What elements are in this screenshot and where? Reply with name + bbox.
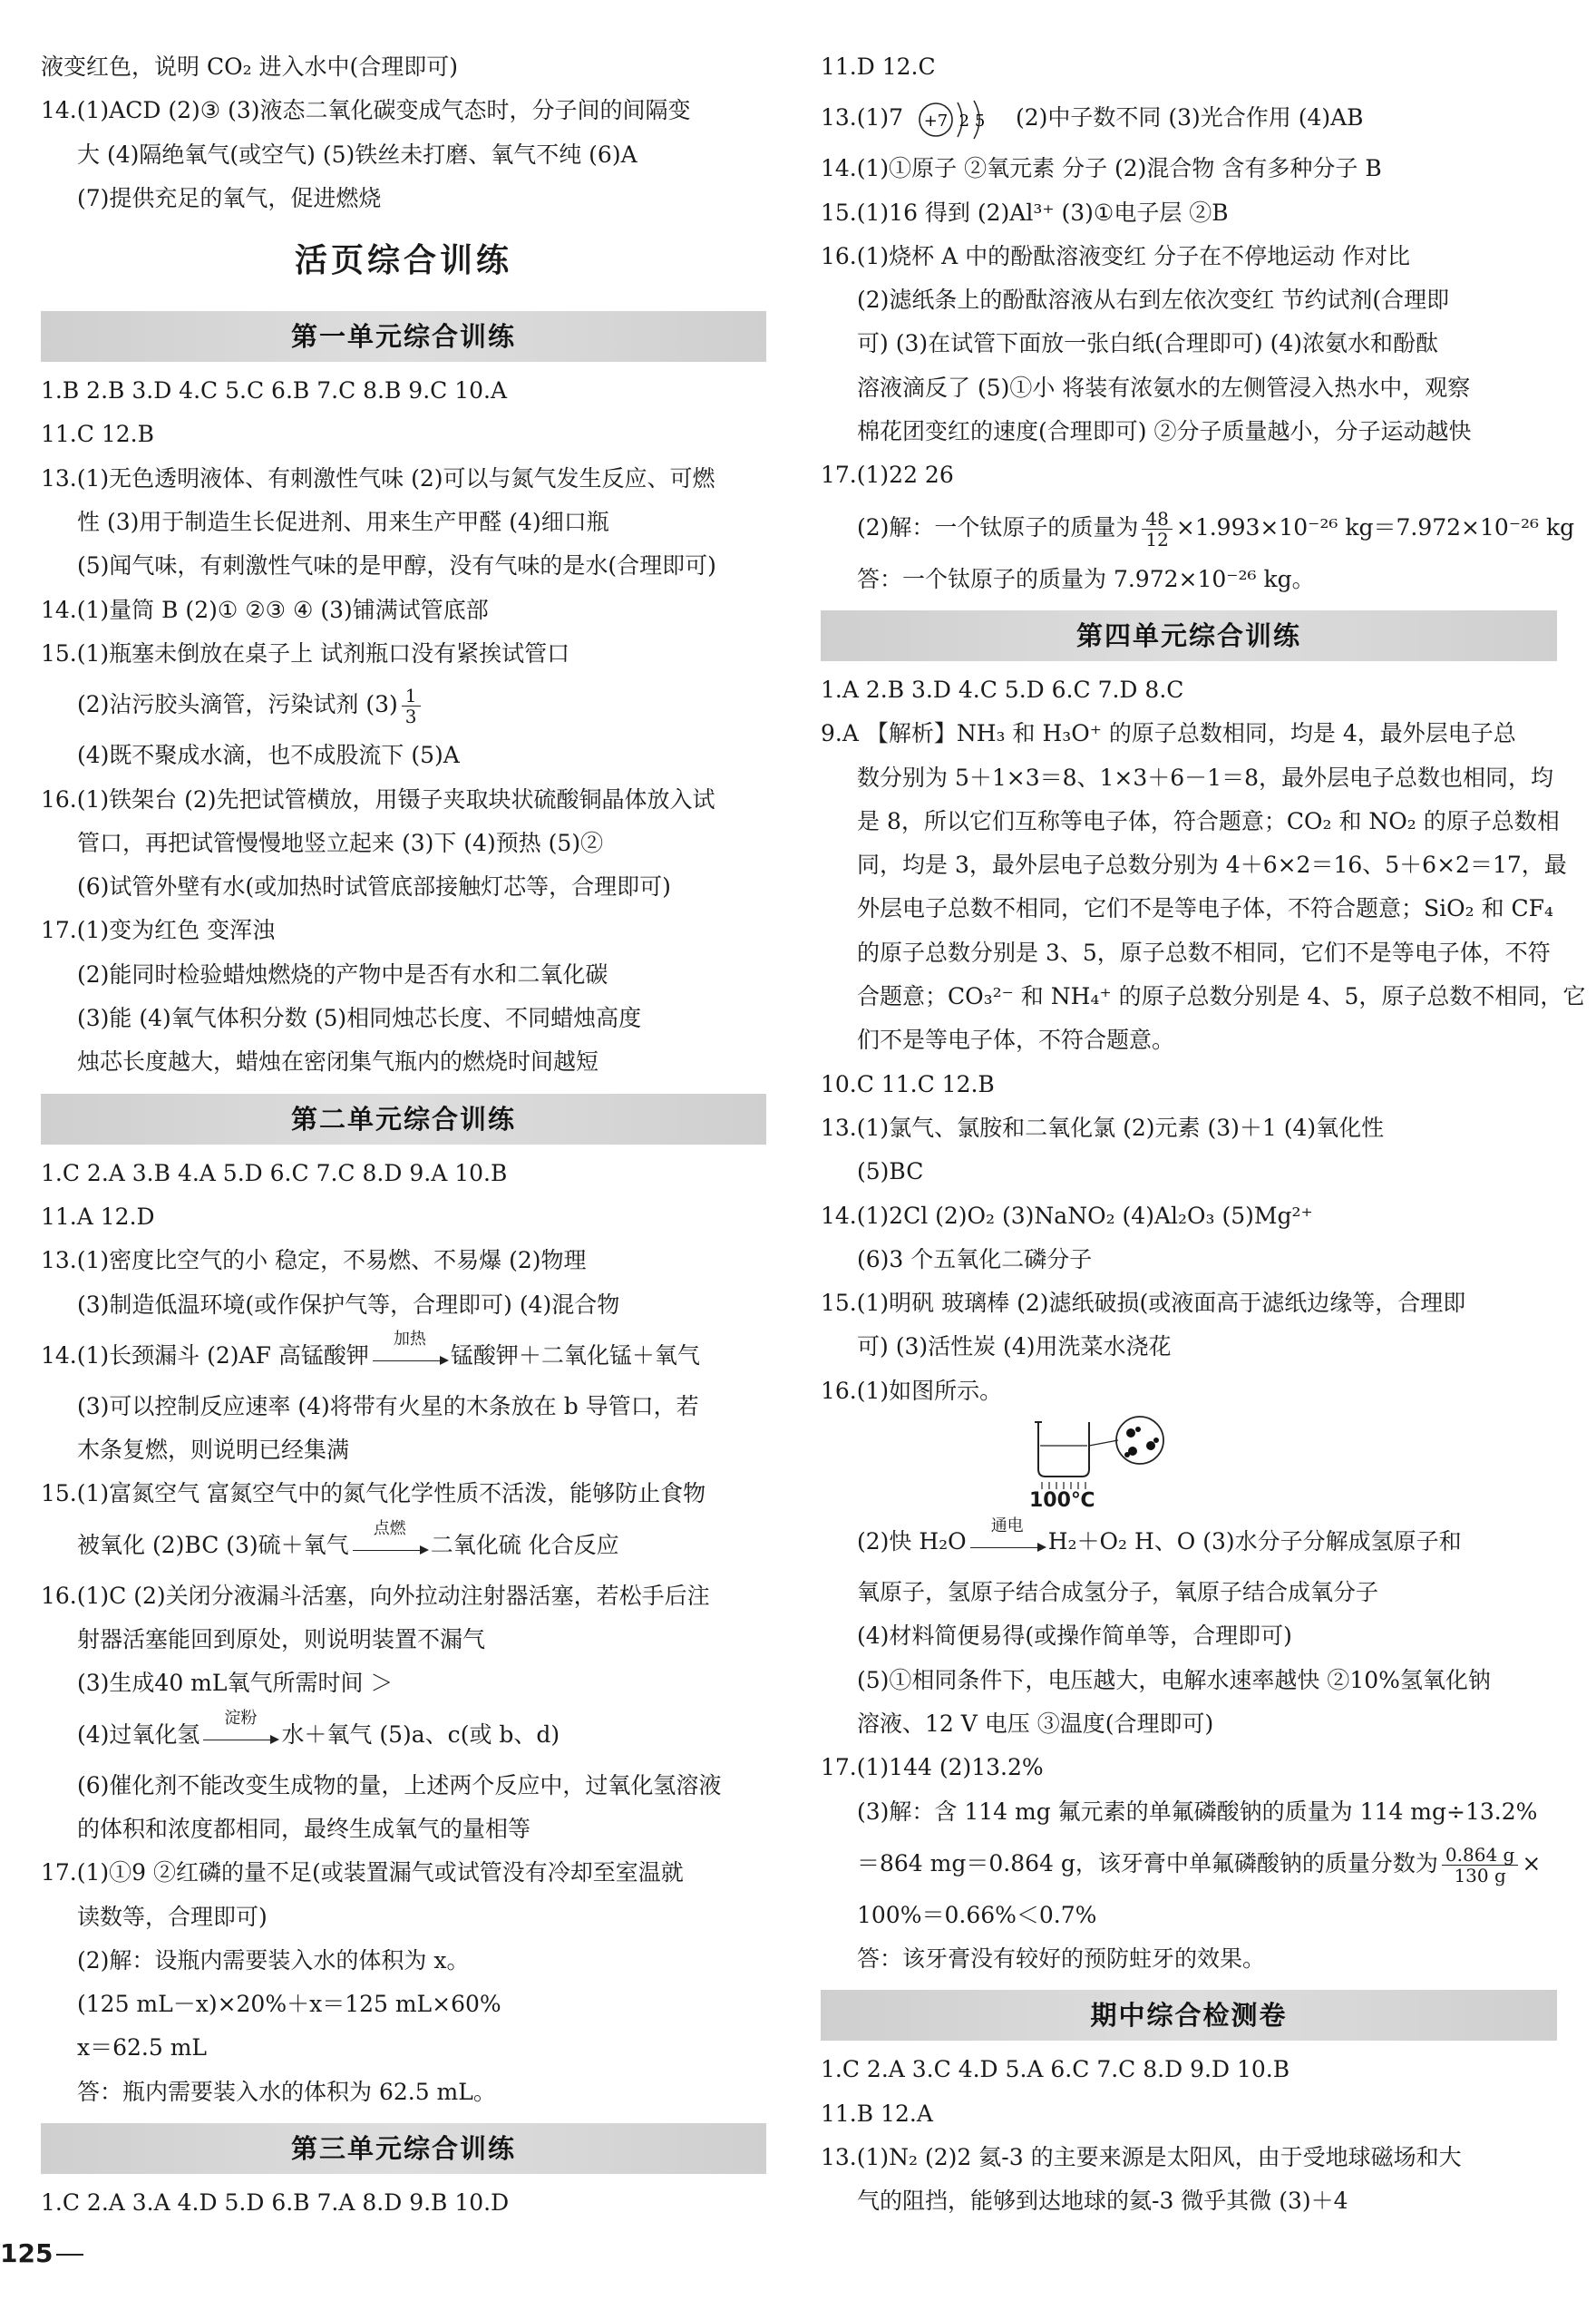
text-line: 100%＝0.66%＜0.7% (857, 1901, 1097, 1928)
text-line: 13.(1)无色透明液体、有刺激性气味 (2)可以与氮气发生反应、可燃 (41, 464, 715, 492)
text-line: (2)解：设瓶内需要装入水的体积为 x。 (77, 1946, 470, 1974)
page-number (0, 2238, 83, 2268)
section-main-title: 活页综合训练 (294, 242, 512, 280)
text-line: 1.C 2.A 3.B 4.A 5.D 6.C 7.C 8.D 9.A 10.B (41, 1159, 508, 1186)
text-line: 16.(1)如图所示。 (821, 1377, 1003, 1404)
text-line: 17.(1)变为红色 变浑浊 (41, 917, 276, 944)
text-line: 可) (3)活性炭 (4)用洗菜水浇花 (857, 1333, 1172, 1360)
text-line: 15.(1)富氮空气 富氮空气中的氮气化学性质不活泼，能够防止食物 (41, 1480, 706, 1507)
fraction-numerator: 1 (402, 686, 421, 707)
text-line: (3)解：含 114 mg 氟元素的单氟磷酸钠的质量为 114 mg÷13.2% (857, 1798, 1538, 1825)
reaction-arrow (967, 1516, 1048, 1557)
left-column (41, 45, 766, 2225)
text-line: 是 8，所以它们互称等电子体，符合题意；CO₂ 和 NO₂ 的原子总数相 (857, 807, 1560, 834)
text-line: 11.A 12.D (41, 1203, 155, 1230)
text-line-with-arrow (41, 1327, 766, 1385)
text-line: 1.A 2.B 3.D 4.C 5.D 6.C 7.D 8.C (821, 676, 1184, 703)
temperature-label: 100℃ (1029, 1489, 1095, 1513)
unit3-title-banner: 第三单元综合训练 (41, 2123, 766, 2174)
text-line: 15.(1)瓶塞未倒放在桌子上 试剂瓶口没有紧挨试管口 (41, 639, 570, 667)
text: H₂＋O₂ H、O (3)水分子分解成氢原子和 (1047, 1528, 1462, 1555)
right-column (821, 45, 1586, 2224)
text-line-with-arrow (821, 1513, 1557, 1571)
text: 13.(1)7 (821, 104, 904, 132)
text-line: 数分别为 5＋1×3＝8、1×3＋6－1＝8，最外层电子总数也相同，均 (857, 764, 1553, 791)
text-line: 16.(1)烧杯 A 中的酚酞溶液变红 分子在不停地运动 作对比 (821, 242, 1411, 269)
text-line: 答：该牙膏没有较好的预防蛀牙的效果。 (857, 1945, 1266, 1973)
fraction (1142, 509, 1172, 550)
arrow-condition: 淀粉 (224, 1709, 258, 1729)
unit1-title-banner: 第一单元综合训练 (41, 311, 766, 362)
text: (2)快 H₂O (857, 1528, 967, 1555)
text-line: 11.D 12.C (821, 54, 936, 80)
fraction (402, 686, 421, 726)
text-line: 15.(1)明矾 玻璃棒 (2)滤纸破损(或液面高于滤纸边缘等，合理即 (821, 1290, 1466, 1317)
text-line: (7)提供充足的氧气，促进燃烧 (77, 184, 382, 211)
text-line: 读数等，合理即可) (77, 1903, 268, 1930)
arrow-condition: 加热 (393, 1330, 426, 1350)
text-line: 1.B 2.B 3.D 4.C 5.C 6.B 7.C 8.B 9.C 10.A (41, 377, 508, 404)
text-line: 木条复燃，则说明已经集满 (77, 1437, 350, 1464)
text-line: 11.B 12.A (821, 2100, 933, 2127)
fraction-denominator: 130 g (1454, 1864, 1506, 1886)
fraction-denominator: 3 (404, 706, 417, 728)
text-line: 16.(1)铁架台 (2)先把试管横放，用镊子夹取块状硫酸铜晶体放入试 (41, 785, 715, 813)
text-line: 17.(1)①9 ②红磷的量不足(或装置漏气或试管没有冷却至室温就 (41, 1859, 684, 1886)
fraction-numerator: 48 (1142, 509, 1172, 530)
text: × (1522, 1849, 1542, 1876)
text-line: 溶液、12 V 电压 ③温度(合理即可) (857, 1710, 1214, 1737)
text-line: (4)既不聚成水滴，也不成股流下 (5)A (77, 742, 460, 769)
text-line: 13.(1)氯气、氯胺和二氧化氯 (2)元素 (3)＋1 (4)氧化性 (821, 1114, 1385, 1141)
text-line-with-fraction (41, 676, 766, 734)
fraction-numerator: 0.864 g (1442, 1845, 1518, 1866)
text-line: x＝62.5 mL (77, 2034, 208, 2061)
text-line: 合题意；CO₃²⁻ 和 NH₄⁺ 的原子总数分别是 4、5，原子总数不相同，它 (857, 983, 1586, 1010)
text: (2)解：一个钛原子的质量为 (857, 513, 1139, 541)
text: 14.(1)长颈漏斗 (2)AF 高锰酸钾 (41, 1341, 369, 1369)
text-line-with-atom-diagram (821, 89, 1557, 147)
text-line: 14.(1)ACD (2)③ (3)液态二氧化碳变成气态时，分子间的间隔变 (41, 97, 691, 124)
text-line: 1.C 2.A 3.A 4.D 5.D 6.B 7.A 8.D 9.B 10.D (41, 2188, 510, 2216)
text-line: (6)试管外壁有水(或加热时试管底部接触灯芯等，合理即可) (77, 873, 671, 901)
text-line: 11.C 12.B (41, 421, 154, 448)
text-line: 的原子总数分别是 3、5，原子总数不相同，它们不是等电子体，不符 (857, 939, 1551, 966)
text: 水＋氧气 (5)a、c(或 b、d) (281, 1720, 560, 1748)
text-line: 液变红色，说明 CO₂ 进入水中(合理即可) (41, 54, 459, 80)
atom-nucleus-charge: +7 (923, 111, 949, 131)
text-line: 可) (3)在试管下面放一张白纸(合理即可) (4)浓氨水和酚酞 (857, 330, 1438, 357)
text: (2)中子数不同 (3)光合作用 (4)AB (1015, 104, 1364, 132)
text-line: 外层电子总数不相同，它们不是等电子体，不符合题意；SiO₂ 和 CF₄ (857, 895, 1554, 922)
reaction-arrow (369, 1330, 451, 1370)
text-line: 17.(1)144 (2)13.2% (821, 1754, 1044, 1781)
fraction-denominator: 12 (1145, 528, 1169, 551)
atom-shell-electrons: 2 5 (959, 111, 986, 131)
text-line: 溶液滴反了 (5)①小 将装有浓氨水的左侧管浸入热水中，观察 (857, 374, 1471, 401)
text-line-with-arrow (41, 1516, 766, 1574)
text-line: 17.(1)22 26 (821, 462, 954, 489)
text-line: 棉花团变红的速度(合理即可) ②分子质量越小，分子运动越快 (857, 418, 1472, 445)
text: (4)过氧化氢 (77, 1720, 200, 1748)
text-line: 10.C 11.C 12.B (821, 1070, 995, 1097)
text-line: 15.(1)16 得到 (2)Al³⁺ (3)①电子层 ②B (821, 199, 1229, 226)
text-line: 同，均是 3，最外层电子总数分别为 4＋6×2＝16、5＋6×2＝17，最 (857, 852, 1567, 879)
text-line-with-arrow (41, 1706, 766, 1764)
text-line: 13.(1)N₂ (2)2 氦-3 的主要来源是太阳风，由于受地球磁场和大 (821, 2143, 1462, 2170)
text-line: 14.(1)①原子 ②氧元素 分子 (2)混合物 含有多种分子 B (821, 155, 1382, 182)
text-line: (3)生成40 mL氧气所需时间 ＞ (77, 1670, 394, 1697)
text-line: (6)催化剂不能改变生成物的量，上述两个反应中，过氧化氢溶液 (77, 1771, 722, 1798)
reaction-arrow (200, 1709, 281, 1750)
text-line: (5)闻气味，有刺激性气味的是甲醇，没有气味的是水(合理即可) (77, 552, 716, 580)
text-line: (6)3 个五氧化二磷分子 (857, 1245, 1093, 1272)
text-line: 的体积和浓度都相同，最终生成氧气的量相等 (77, 1815, 531, 1842)
text-line: 们不是等电子体，不符合题意。 (857, 1027, 1175, 1054)
text-line: 射器活塞能回到原处，则说明装置不漏气 (77, 1626, 486, 1653)
text-line: 大 (4)隔绝氧气(或空气) (5)铁丝未打磨、氧气不纯 (6)A (77, 141, 637, 168)
text-line: 气的阻挡，能够到达地球的氦-3 微乎其微 (3)＋4 (857, 2188, 1348, 2215)
text-line: 管口，再把试管慢慢地竖立起来 (3)下 (4)预热 (5)② (77, 829, 604, 856)
text: 二氧化硫 化合反应 (430, 1531, 619, 1558)
atom-structure-diagram (916, 95, 1003, 144)
reaction-arrow (349, 1519, 431, 1560)
text-line: (2)滤纸条上的酚酞溶液从右到左依次变红 节约试剂(合理即 (857, 287, 1450, 314)
text-line: 14.(1)量筒 B (2)① ②③ ④ (3)铺满试管底部 (41, 596, 489, 623)
text-line: 答：瓶内需要装入水的体积为 62.5 mL。 (77, 2078, 496, 2105)
text-line: 性 (3)用于制造生长促进剂、用来生产甲醛 (4)细口瓶 (77, 509, 609, 536)
text-line: (4)材料简便易得(或操作简单等，合理即可) (857, 1623, 1292, 1650)
text-line: 1.C 2.A 3.C 4.D 5.A 6.C 7.C 8.D 9.D 10.B (821, 2056, 1290, 2083)
text-line: (3)能 (4)氧气体积分数 (5)相同烛芯长度、不同蜡烛高度 (77, 1005, 642, 1032)
text: 锰酸钾＋二氧化锰＋氧气 (450, 1341, 700, 1369)
text-line: 9.A 【解析】NH₃ 和 H₃O⁺ 的原子总数相同，均是 4，最外层电子总 (821, 720, 1516, 747)
arrow-condition: 点燃 (373, 1519, 406, 1539)
text-line: (3)可以控制反应速率 (4)将带有火星的木条放在 b 导管口，若 (77, 1392, 699, 1419)
page-number-text: 125 (0, 2238, 54, 2268)
midterm-title-banner: 期中综合检测卷 (821, 1990, 1557, 2041)
text-line: (2)能同时检验蜡烛燃烧的产物中是否有水和二氧化碳 (77, 960, 608, 988)
beaker-figure (1029, 1413, 1557, 1513)
text-line: 16.(1)C (2)关闭分液漏斗活塞，向外拉动注射器活塞，若松手后注 (41, 1582, 710, 1609)
text-line: (125 mL－x)×20%＋x＝125 mL×60% (77, 1991, 501, 2018)
text-line: (3)制造低温环境(或作保护气等，合理即可) (4)混合物 (77, 1291, 620, 1318)
text-line-with-fraction (821, 498, 1575, 558)
text-line: 烛芯长度越大，蜡烛在密闭集气瓶内的燃烧时间越短 (77, 1048, 599, 1076)
unit2-title-banner: 第二单元综合训练 (41, 1094, 766, 1145)
arrow-condition: 通电 (990, 1516, 1024, 1535)
text: ＝864 mg＝0.864 g，该牙膏中单氟磷酸钠的质量分数为 (857, 1849, 1438, 1876)
text-line: 氧原子，氢原子结合成氢分子，氧原子结合成氧分子 (857, 1579, 1379, 1606)
text-line: (5)BC (857, 1158, 924, 1185)
text: ×1.993×10⁻²⁶ kg＝7.972×10⁻²⁶ kg (1175, 513, 1575, 541)
text: 被氧化 (2)BC (3)硫＋氧气 (77, 1531, 349, 1558)
text-line: 答：一个钛原子的质量为 7.972×10⁻²⁶ kg。 (857, 565, 1315, 592)
text-line: 14.(1)2Cl (2)O₂ (3)NaNO₂ (4)Al₂O₃ (5)Mg²⁺ (821, 1202, 1313, 1229)
text-line-with-fraction (821, 1834, 1557, 1894)
text-line: 13.(1)密度比空气的小 稳定，不易燃、不易爆 (2)物理 (41, 1247, 587, 1274)
text: (2)沾污胶头滴管，污染试剂 (3) (77, 691, 398, 718)
text-line: (5)①相同条件下，电压越大，电解水速率越快 ②10%氢氧化钠 (857, 1666, 1491, 1693)
fraction (1442, 1845, 1518, 1886)
unit4-title-banner: 第四单元综合训练 (821, 610, 1557, 661)
